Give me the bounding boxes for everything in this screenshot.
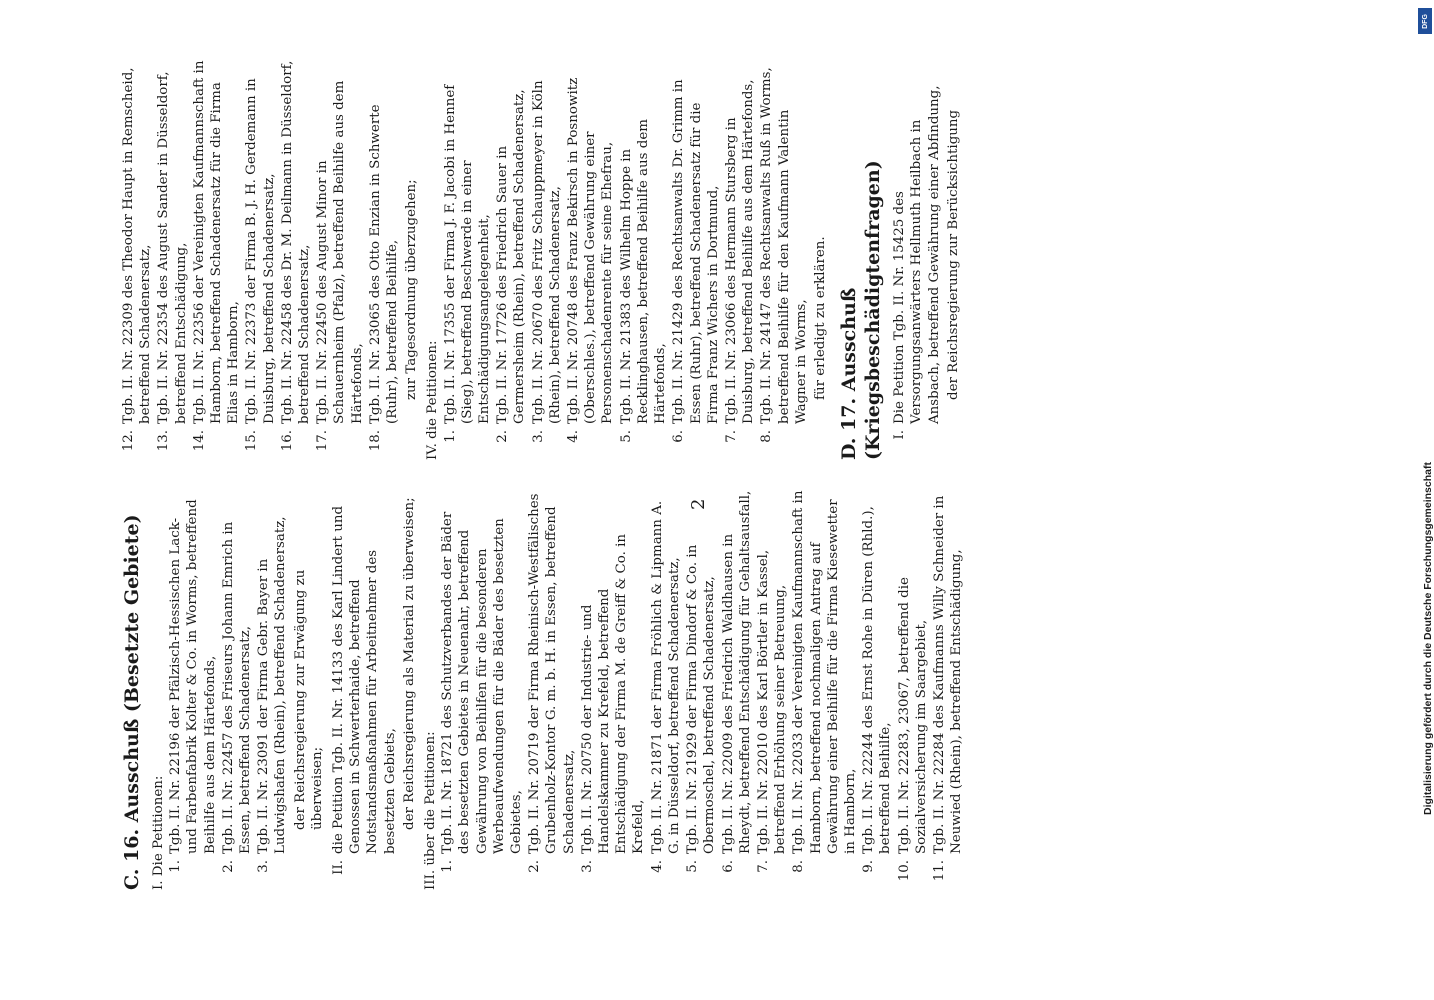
section-label: I. — [892, 430, 908, 440]
item-text: Tgb. II. Nr. 20750 der Industrie- und Handelskammer zu Krefeld, betreffend Entschädigung der Firma M. de Greiff & Co. in Krefeld, — [579, 533, 647, 854]
list-item — [220, 490, 254, 890]
item-text: Tgb. II. Nr. 22196 der Pfälzisch-Hessischen Lack- und Farbenfabrik Kolter & Co. in Worms, betreffend Beihilfe aus dem Härtefonds, — [168, 499, 218, 854]
item-number: 4. — [566, 430, 582, 443]
item-number: 3. — [579, 860, 595, 873]
item-text: Tgb. II. Nr. 22284 des Kaufmanns Willy Schneider in Neuwied (Rhein), betreffend Entschädigung, — [931, 495, 965, 854]
item-number: 1. — [440, 860, 456, 873]
item-text: Tgb. II. Nr. 22458 des Dr. M. Deilmann in Düsseldorf, betreffend Schadenersatz, — [279, 60, 313, 424]
list-item — [442, 60, 494, 460]
item-text: Tgb. II. Nr. 21871 der Firma Fröhlich & Lipmann A. G. in Düsseldorf, betreffend Schadenersatz, — [649, 500, 682, 854]
item-text: Tgb. II. Nr. 21429 des Rechtsanwalts Dr. Grimm in Essen (Ruhr), betreffend Schadenersatz für die Firma Franz Wichers in Dortmund, — [671, 79, 721, 424]
dfg-logo: DFG — [1418, 8, 1432, 34]
item-text: Tgb. II. Nr. 20670 des Fritz Schauppmeyer in Köln (Rhein), betreffend Schadenersatz, — [530, 80, 563, 424]
item-text: Tgb. II. Nr. 20719 der Firma Rheinisch-Westfälisches Grubenholz-Kontor G. m. b. H. in Essen, betreffend Schadenersatz, — [527, 493, 577, 854]
item-text: Tgb. II. Nr. 22033 der Vereinigten Kaufmannschaft in Hamborn, betreffend nochmaligen Antrag auf Gewährung einer Beihilfe für die Firma Kiesewetter in Hamborn, — [791, 490, 858, 854]
section-label: II. — [331, 860, 347, 875]
section-d-i — [891, 60, 962, 460]
item-number: 1. — [168, 860, 184, 873]
item-number: 5. — [685, 860, 701, 873]
list-item — [167, 490, 219, 890]
closing-text: der Reichsregierung zur Erwägung zu überweisen; — [292, 569, 325, 830]
item-text: Tgb. II. Nr. 17726 des Friedrich Sauer in Germersheim (Rhein), betreffend Schadenersatz, — [495, 89, 528, 424]
petition-list — [120, 60, 401, 460]
item-text: Tgb. II. Nr. 22354 des August Sander in Düsseldorf, betreffend Entschädigung, — [156, 71, 189, 424]
item-number: 15. — [244, 430, 260, 452]
petition-list — [439, 490, 965, 890]
item-text: Tgb. II. Nr. 21383 des Wilhelm Hoppe in Recklinghausen, betreffend Beihilfe aus dem Härtefonds, — [618, 119, 669, 424]
section-label: IV. die Petitionen: — [425, 340, 441, 460]
list-item — [790, 490, 859, 890]
list-item — [255, 490, 289, 890]
list-item — [120, 60, 154, 460]
section-i — [150, 490, 326, 890]
list-item — [684, 490, 718, 890]
list-item — [314, 60, 366, 460]
item-text: Tgb. II. Nr. 23066 des Hermann Stursberg in Duisburg, betreffend Beihilfe aus dem Härtefonds, — [723, 79, 757, 424]
list-item — [526, 490, 578, 890]
item-number: 6. — [671, 430, 687, 443]
item-text: Tgb. II. Nr. 23091 der Firma Gebr. Bayer in Ludwigshafen (Rhein), betreffend Schadenersatz, — [256, 516, 289, 854]
list-item — [565, 60, 617, 460]
list-item — [330, 490, 399, 890]
list-item — [758, 60, 810, 460]
item-number: 5. — [618, 430, 634, 443]
left-column — [120, 490, 966, 890]
item-number: 10. — [896, 860, 912, 882]
item-text: Tgb. II. Nr. 22010 des Karl Börtler in Kassel, betreffend Erhöhung seiner Betreuung, — [755, 549, 789, 854]
list-item — [931, 490, 965, 890]
item-number: 14. — [191, 430, 207, 452]
item-text: Tgb. II. Nr. 17355 der Firma J. F. Jacobi in Hennef (Sieg), betreffend Beschwerde in einer Entschädigungsangelegenheit, — [442, 84, 493, 424]
item-text: Tgb. II. Nr. 20748 des Franz Bekirsch in Posnowitz (Oberschles.), betreffend Gewährung einer Personenschadenrente für seine Ehefrau, — [566, 77, 616, 424]
list-item — [530, 60, 564, 460]
item-number: 9. — [861, 860, 877, 873]
item-number: 7. — [755, 860, 771, 873]
list-item — [891, 60, 943, 460]
item-text: Tgb. II. Nr. 21929 der Firma Dindorf & Co. in Obermoschel, betreffend Schadenersatz, — [685, 544, 718, 854]
list-item — [649, 490, 683, 890]
item-text: Tgb. II. Nr. 22009 des Friedrich Waldhausen in Rheydt, betreffend Entschädigung für Gehaltsausfall, — [720, 490, 753, 854]
item-number: 18. — [367, 430, 383, 452]
item-number: 1. — [442, 430, 458, 443]
item-text: Tgb. II. Nr. 22450 des August Minor in Schauernheim (Pfalz), betreffend Beihilfe aus dem Härtefonds, — [315, 80, 365, 424]
petition-list — [442, 60, 810, 460]
item-number: 6. — [720, 860, 736, 873]
item-number: 13. — [156, 430, 172, 452]
item-number: 3. — [530, 430, 546, 443]
closing-text: der Reichsregierung als Material zu überweisen; — [401, 497, 417, 830]
right-column — [120, 60, 966, 460]
item-text: Tgb. II. Nr. 22356 der Vereinigten Kaufmannschaft in Hamborn, betreffend Schadenersatz für die Firma Elias in Hamborn, — [191, 60, 242, 424]
item-text: Tgb. II. Nr. 22283, 23067, betreffend die Sozialversicherung im Saargebiet, — [896, 577, 929, 854]
list-item — [494, 60, 528, 460]
item-text: Tgb. II. Nr. 22309 des Theodor Haupt in Remscheid, betreffend Schadenersatz, — [121, 67, 154, 424]
list-item — [720, 490, 754, 890]
item-text: Tgb. II. Nr. 22457 des Friseurs Johann Emrich in Essen, betreffend Schadenersatz, — [220, 521, 254, 854]
item-number: 4. — [649, 860, 665, 873]
item-number: 17. — [315, 430, 331, 452]
list-item — [755, 490, 789, 890]
item-number: 7. — [723, 430, 739, 443]
closing-text: der Reichsregierung zur Berücksichtigung — [945, 109, 961, 400]
item-number: 12. — [121, 430, 136, 452]
item-text: die Petition Tgb. II. Nr. 14133 des Karl Lindert und Genossen in Schwerterhaide, betreffend Notstandsmaßnahmen für Arbeitnehmer des besetzten Gebiets, — [331, 505, 398, 854]
item-number: 8. — [759, 430, 775, 443]
item-text: Tgb. II. Nr. 22244 des Ernst Rohe in Düren (Rhld.), betreffend Beihilfe, — [861, 506, 894, 854]
committee-heading-d17: D. 17. Ausschuß (Kriegsbeschädigtenfragen) — [838, 160, 885, 460]
closing-text: für erledigt zu erklären. — [812, 236, 828, 400]
closing-text: zur Tagesordnung überzugehen; — [404, 179, 420, 400]
item-text: Tgb. II. Nr. 18721 des Schutzverbandes der Bäder des besetzten Gebietes in Neuenahr, betreffend Gewährung von Beihilfen für die besonderen Werbeaufwendungen für die Bäder des besetzten Gebietes, — [440, 511, 525, 854]
list-item — [896, 490, 930, 890]
list-item — [860, 490, 894, 890]
list-item — [579, 490, 648, 890]
list-item — [367, 60, 401, 460]
list-item — [243, 60, 277, 460]
section-label: III. über die Petitionen: — [423, 731, 439, 890]
list-item — [723, 60, 757, 460]
list-item — [279, 60, 313, 460]
list-item — [618, 60, 670, 460]
section-iv — [424, 60, 829, 460]
item-number: 2. — [495, 430, 511, 443]
item-text: Die Petition Tgb. II. Nr. 15425 des Versorgungsanwärters Hellmuth Heilbach in Ansbach, betreffend Gewährung einer Abfindung, — [892, 85, 942, 424]
list-item — [155, 60, 189, 460]
item-number: 11. — [931, 860, 947, 882]
item-text: Tgb. II. Nr. 22373 der Firma B. J. H. Gerdemann in Duisburg, betreffend Schadenersatz, — [244, 78, 277, 424]
item-number: 3. — [256, 860, 272, 873]
page-number: 2 — [688, 498, 709, 510]
item-text: Tgb. II. Nr. 24147 des Rechtsanwalts Ruß in Worms, betreffend Beihilfe für den Kaufmann Valentin Wagner in Worms, — [759, 67, 809, 424]
item-number: 2. — [527, 860, 543, 873]
item-text: Tgb. II. Nr. 23065 des Otto Enzian in Schwerte (Ruhr), betreffend Beihilfe, — [367, 104, 401, 424]
section-label: I. Die Petitionen: — [151, 775, 166, 890]
list-item — [439, 490, 525, 890]
petition-list — [167, 490, 289, 890]
item-number: 16. — [279, 430, 295, 452]
section-iii — [422, 490, 965, 890]
list-item — [670, 60, 722, 460]
item-number: 8. — [791, 860, 807, 873]
section-ii — [330, 490, 418, 890]
committee-heading-c16: C. 16. Ausschuß (Besetzte Gebiete) — [121, 514, 143, 890]
item-number: 2. — [220, 860, 236, 873]
list-item — [191, 60, 243, 460]
digitization-credit: Digitalisierung gefördert durch die Deutsche Forschungsgemeinschaft — [1422, 462, 1434, 815]
